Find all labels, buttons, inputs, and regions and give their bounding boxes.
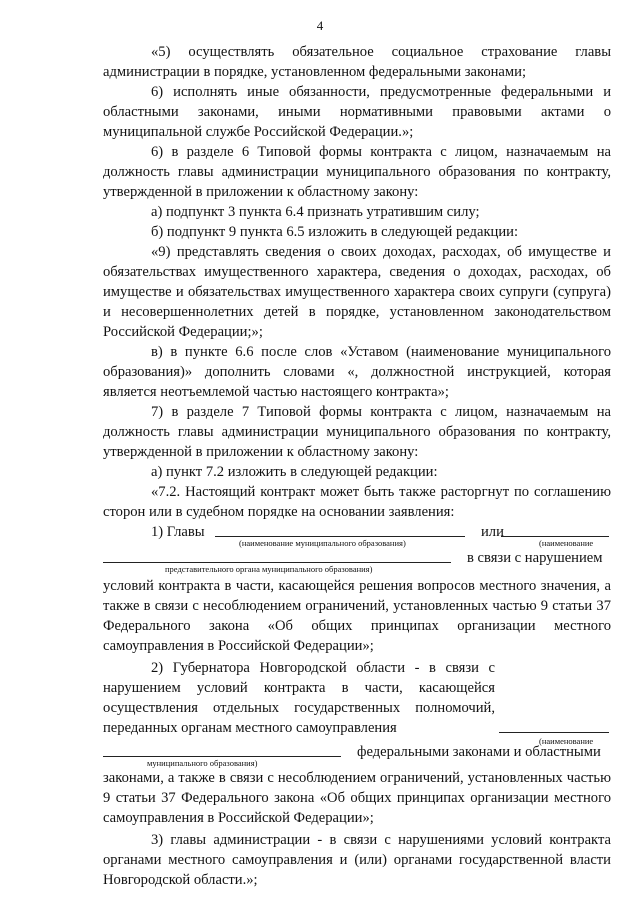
item-1-or: или: [481, 524, 504, 540]
hint-council-name-start: (наименование: [539, 538, 594, 548]
document-body: [103, 42, 611, 890]
council-name-blank-2: [103, 548, 451, 563]
item-1-line-2: [103, 548, 611, 576]
hint-item-2-end: муниципального образования): [147, 758, 258, 768]
paragraph-item-2-body: законами, а также в связи с несоблюдением ограничений, установленных частью 9 статьи 37 Федерального закона «Об общих принципах организации местного самоуправления в Российской Федерации»;: [103, 770, 611, 826]
hint-municipality-name: (наименование муниципального образования): [239, 538, 406, 548]
item-1-start: 1) Главы: [151, 524, 205, 540]
paragraph-item-2: 2) Губернатора Новгородской области - в связи с нарушением условий контракта в части, касающейся осуществления отдельных государственных полномочий, переданных органам местного самоуправления: [103, 660, 495, 736]
paragraph-item-1-body: условий контракта в части, касающейся решения вопросов местного значения, а также в связи с несоблюдением ограничений, установленных частью 9 статьи 37 Федерального закона «Об общих принципах организации местного самоуправления в Российской Федерации»;: [103, 578, 611, 654]
paragraph-section-7: 7) в разделе 7 Типовой формы контракта с лицом, назначаемым на должность главы администрации муниципального образования по контракту, утвержденной в приложении к областному закону:: [103, 404, 611, 460]
item-1-violation: в связи с нарушением: [467, 550, 603, 566]
paragraph-v-6-6: в) в пункте 6.6 после слов «Уставом (наименование муниципального образования)» дополнить словами «, должностной инструкцией, которая является неотъемлемой частью настоящего контракта»;: [103, 344, 611, 400]
paragraph-a-7-2: а) пункт 7.2 изложить в следующей редакции:: [151, 464, 438, 480]
council-name-blank: [501, 522, 609, 537]
paragraph-a-6-4: а) подпункт 3 пункта 6.4 признать утратившим силу;: [151, 204, 480, 220]
paragraph-section-6: 6) в разделе 6 Типовой формы контракта с лицом, назначаемым на должность главы администрации муниципального образования по контракту, утвержденной в приложении к областному закону:: [103, 144, 611, 200]
paragraph-item-3: 3) главы администрации - в связи с нарушениями условий контракта органами местного самоуправления и (или) органами государственной власти Новгородской области.»;: [103, 832, 611, 888]
item-2-line-2: [103, 742, 611, 768]
item-2-tail: федеральными законами и областными: [357, 744, 601, 760]
paragraph-6: 6) исполнять иные обязанности, предусмотренные федеральными и областными законами, иными нормативными правовыми актами о муниципальной службе Российской Федерации.»;: [103, 84, 611, 140]
paragraph-5: «5) осуществлять обязательное социальное страхование главы администрации в порядке, установленном федеральными законами;: [103, 44, 611, 80]
hint-item-2-start: (наименование: [539, 736, 594, 746]
hint-council-name-end: представительного органа муниципального образования): [165, 564, 373, 574]
paragraph-b-6-5: б) подпункт 9 пункта 6.5 изложить в следующей редакции:: [151, 224, 519, 240]
municipality-name-blank: [215, 522, 465, 537]
paragraph-9: «9) представлять сведения о своих доходах, расходах, об имуществе и обязательствах имущественного характера, сведения о доходах, расходах, об имуществе и обязательствах имущественного характера своих супруги (супруга) и несовершеннолетних детей в порядке, установленном законодательством Российской Федерации;»;: [103, 244, 611, 340]
item-1-line: [103, 522, 611, 548]
municipality-name-blank-2: [499, 718, 609, 733]
page-number: 4: [316, 18, 324, 33]
paragraph-7-2: «7.2. Настоящий контракт может быть также расторгнут по соглашению сторон или в судебном порядке на основании заявления:: [103, 484, 611, 520]
municipality-name-blank-3: [103, 742, 341, 757]
